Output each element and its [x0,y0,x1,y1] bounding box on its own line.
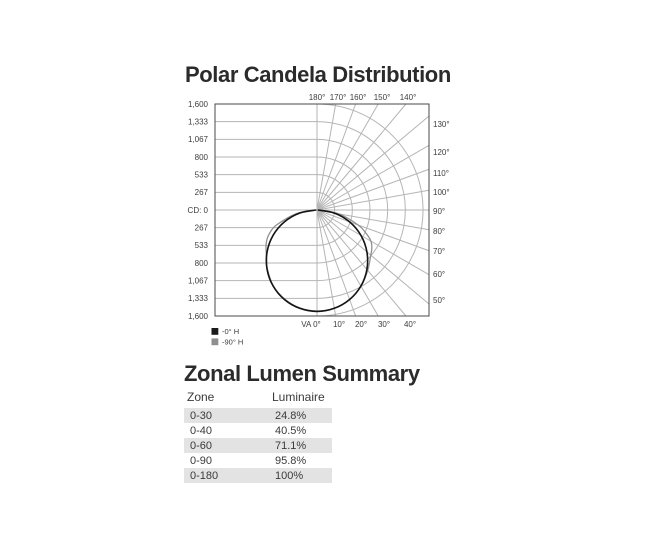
luminaire-cell: 95.8% [275,454,307,467]
legend-label: -0° H [222,327,240,337]
table-row [184,423,332,438]
angle-label-top: 160° [349,93,367,102]
legend-swatch [212,338,219,345]
candela-tick-label: 800 [194,258,208,268]
angle-label-top: 170° [329,93,347,102]
angle-label-top: 180° [308,93,326,102]
candela-tick-label: 533 [194,241,208,251]
candela-tick-label: 1,600 [187,311,208,321]
angle-label-top: 150° [373,93,391,102]
zone-cell: 0-60 [190,439,213,452]
polar-candela-chart [180,90,460,355]
zone-cell: 0-180 [190,469,219,482]
table-body [184,408,334,483]
candela-tick-label: 1,067 [187,135,208,145]
candela-tick-label: 533 [194,170,208,180]
zone-cell: 0-40 [190,424,213,437]
angle-label-right: 50° [433,296,446,305]
angle-label-bottom: 10° [332,320,346,329]
angle-label-bottom: 40° [403,320,417,329]
zone-column-header: Zone [187,390,215,404]
candela-tick-label: 1,333 [187,294,208,304]
angle-label-right: 130° [433,120,450,129]
angle-label-right: 80° [433,227,446,236]
table-header-row [184,390,334,406]
angle-label-bottom: VA 0° [301,320,321,329]
candela-tick-label: 267 [194,223,208,233]
luminaire-column-header: Luminaire [272,390,325,404]
angle-label-right: 100° [433,188,450,197]
angle-label-right: 60° [433,270,446,279]
candela-tick-label: 267 [194,188,208,198]
polar-chart-title: Polar Candela Distribution [185,62,451,87]
luminaire-cell: 40.5% [275,424,307,437]
table-row [184,438,332,453]
angle-label-right: 70° [433,247,446,256]
table-row [184,453,332,468]
zone-cell: 0-30 [190,409,213,422]
angle-label-bottom: 20° [354,320,368,329]
zonal-summary-title: Zonal Lumen Summary [184,361,420,386]
angle-label-right: 90° [433,207,446,216]
candela-tick-label: 800 [194,152,208,162]
angle-label-right: 120° [433,148,450,157]
luminaire-cell: 100% [275,469,304,482]
luminaire-cell: 24.8% [275,409,307,422]
candela-tick-label: 1,333 [187,117,208,127]
table-row [184,468,332,483]
candela-tick-label: 1,067 [187,276,208,286]
angle-label-top: 140° [399,93,417,102]
legend-label: -90° H [222,337,244,347]
candela-tick-label: 1,600 [187,99,208,109]
luminaire-cell: 71.1% [275,439,307,452]
angle-label-right: 110° [433,169,449,178]
angle-label-bottom: 30° [377,320,391,329]
candela-tick-label: CD: 0 [187,205,208,215]
zonal-lumen-table [184,390,334,483]
table-row [184,408,332,423]
legend-swatch [212,328,219,335]
zone-cell: 0-90 [190,454,213,467]
